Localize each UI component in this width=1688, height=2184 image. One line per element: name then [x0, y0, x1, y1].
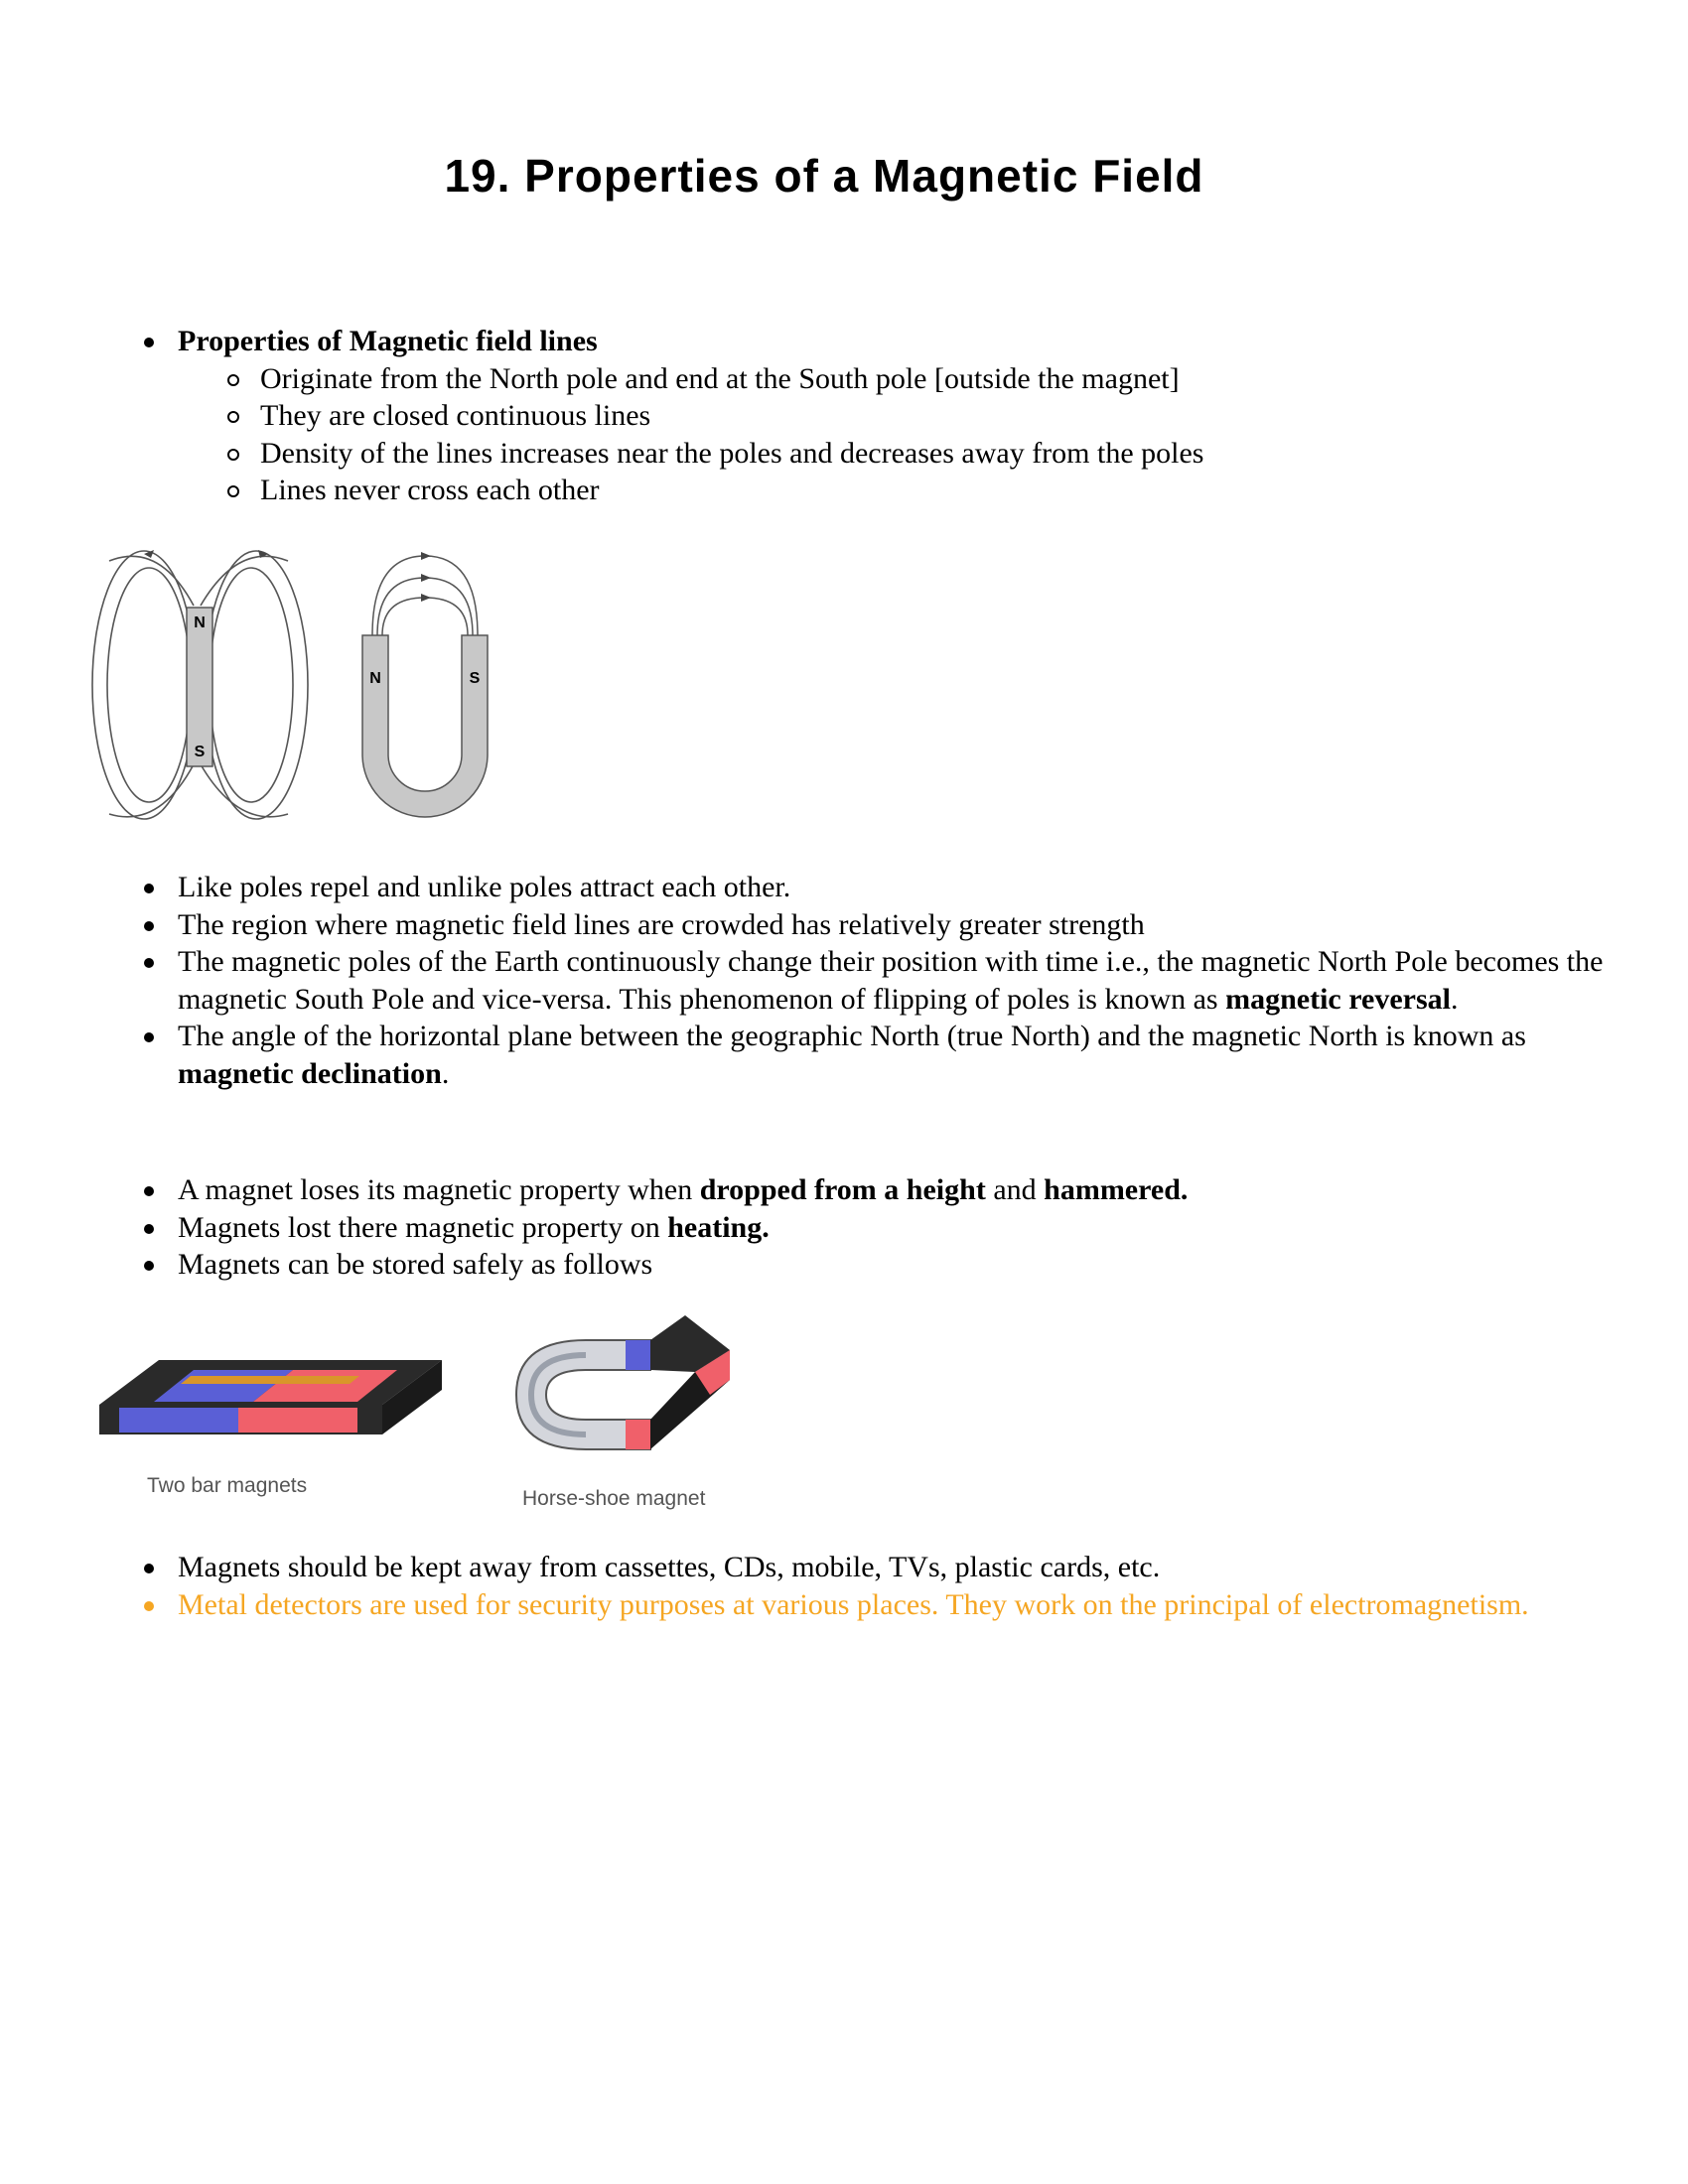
item-text: and [985, 1173, 1045, 1206]
list-item-highlighted: Metal detectors are used for security purposes at various places. They work on the principal of electromagnetism. [141, 1586, 1611, 1624]
caption-horseshoe-magnet: Horse-shoe magnet [522, 1487, 706, 1510]
bar-magnet-north-label: N [194, 614, 206, 631]
bar-magnet-south-label: S [194, 744, 206, 760]
item-bold-term: heating. [667, 1210, 770, 1244]
list-item: Like poles repel and unlike poles attract each other. [141, 869, 1611, 906]
sub-list-item: Lines never cross each other [141, 472, 1611, 509]
list-item [141, 943, 1611, 1018]
item-text: . [1450, 982, 1459, 1016]
item-bold-term: magnetic reversal [1225, 982, 1451, 1016]
horseshoe-north-label: N [369, 670, 381, 687]
sub-list-item: They are closed continuous lines [141, 397, 1611, 435]
list-item: Magnets should be kept away from cassettes, CDs, mobile, TVs, plastic cards, etc. [141, 1549, 1611, 1586]
horseshoe-magnet-image [511, 1310, 750, 1469]
item-text: Magnets lost there magnetic property on [178, 1210, 668, 1244]
field-lines-diagram [89, 536, 506, 844]
magnet-care-list [141, 1171, 1611, 1284]
list-item [141, 1171, 1611, 1209]
item-text: The angle of the horizontal plane between the geographic North (true North) and the magnetic North is known as [178, 1020, 1526, 1052]
caption-two-bar-magnets: Two bar magnets [147, 1474, 308, 1497]
item-bold-term: dropped from a height [699, 1173, 986, 1206]
item-text: A magnet loses its magnetic property when [178, 1173, 700, 1206]
list-item [141, 1018, 1611, 1092]
item-bold-term: magnetic declination [178, 1056, 442, 1090]
item-bold-term: hammered. [1044, 1173, 1189, 1206]
magnet-facts-list [141, 869, 1611, 1092]
horseshoe-south-label: S [469, 670, 481, 687]
list-item [141, 323, 1611, 360]
item-text: The magnetic poles of the Earth continuously change their position with time i.e., the magnetic North Pole becomes the magnetic South Pole and vice-versa. This phenomenon of flipping of poles is known as [178, 945, 1604, 1016]
two-bar-magnets-image [99, 1350, 447, 1459]
magnet-safety-list [141, 1549, 1611, 1623]
sub-list-item: Originate from the North pole and end at the South pole [outside the magnet] [141, 360, 1611, 398]
page-title: 19. Properties of a Magnetic Field [444, 150, 1204, 202]
list-item: The region where magnetic field lines are crowded has relatively greater strength [141, 906, 1611, 944]
list-item: Magnets can be stored safely as follows [141, 1246, 1611, 1284]
item-text: . [441, 1056, 450, 1090]
sub-list-item: Density of the lines increases near the poles and decreases away from the poles [141, 435, 1611, 473]
field-lines-properties-list [141, 323, 1611, 509]
list-item [141, 1209, 1611, 1247]
section-heading: Properties of Magnetic field lines [178, 325, 598, 357]
